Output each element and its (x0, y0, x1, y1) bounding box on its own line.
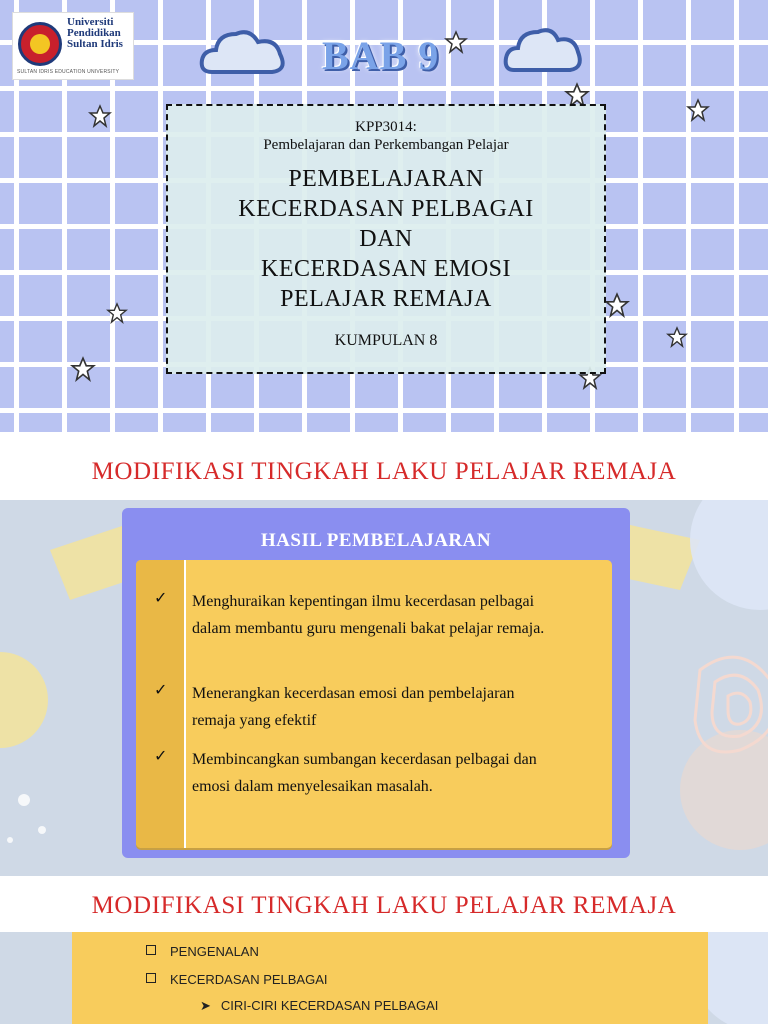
checkbox-bullet-icon (146, 973, 156, 983)
contents-item-label: PENGENALAN (170, 944, 259, 959)
checkmark-icon: ✓ (154, 748, 168, 765)
star-icon (106, 302, 128, 324)
title-line: KECERDASAN EMOSI (260, 256, 511, 282)
checkbox-bullet-icon (146, 945, 156, 955)
cloud-icon (502, 24, 582, 78)
logo-line-3: Sultan Idris (67, 38, 123, 50)
contents-slide (0, 932, 768, 1024)
outcomes-panel (122, 508, 630, 858)
title-slide (0, 0, 768, 432)
title-line: PELAJAR REMAJA (280, 286, 492, 312)
section-banner: MODIFIKASI TINGKAH LAKU PELAJAR REMAJA (0, 444, 768, 500)
star-icon (88, 104, 112, 128)
title-line: PEMBELAJARAN (288, 166, 484, 192)
outcome-text: Menerangkan kecerdasan emosi dan pembelajaran remaja yang efektif (192, 685, 515, 729)
learning-outcomes-slide (0, 500, 768, 876)
logo-line-2: Pendidikan (67, 27, 121, 39)
title-box (166, 104, 606, 374)
university-seal-icon (18, 22, 62, 66)
outcomes-card (136, 560, 612, 848)
title-line: KECERDASAN PELBAGAI (238, 196, 534, 222)
group-label: KUMPULAN 8 (334, 332, 438, 349)
star-icon (604, 292, 630, 318)
star-icon (444, 30, 468, 54)
logo-line-1: Universiti (67, 16, 114, 28)
star-icon (70, 356, 96, 382)
university-logo (12, 12, 134, 80)
outcome-text: Membincangkan sumbangan kecerdasan pelbagai dan emosi dalam menyelesaikan masalah. (192, 751, 537, 795)
star-icon (666, 326, 688, 348)
course-name: Pembelajaran dan Perkembangan Pelajar (263, 137, 509, 153)
checkmark-icon: ✓ (154, 682, 168, 699)
title-line: DAN (359, 226, 413, 252)
presentation-title (168, 164, 604, 314)
contents-item-label: KECERDASAN PELBAGAI (170, 972, 328, 987)
arrow-bullet-icon: ➤ (200, 998, 211, 1013)
list-item (146, 972, 328, 987)
list-item (146, 944, 259, 959)
outcomes-heading: HASIL PEMBELAJARAN (260, 530, 492, 551)
chapter-title: BAB 9 (322, 33, 440, 78)
list-item (200, 998, 438, 1014)
course-code: KPP3014: (355, 119, 417, 135)
logo-tagline: SULTAN IDRIS EDUCATION UNIVERSITY (17, 69, 120, 75)
checkmark-icon: ✓ (154, 590, 168, 607)
star-icon (686, 98, 710, 122)
logo-wordmark (67, 17, 133, 50)
section-banner: MODIFIKASI TINGKAH LAKU PELAJAR REMAJA (0, 878, 768, 934)
contents-list (72, 932, 708, 1024)
cloud-icon (198, 24, 286, 80)
outcome-text: Menghuraikan kepentingan ilmu kecerdasan pelbagai dalam membantu guru mengenali bakat pelajar remaja. (192, 593, 545, 637)
contents-item-label: CIRI-CIRI KECERDASAN PELBAGAI (220, 998, 439, 1013)
